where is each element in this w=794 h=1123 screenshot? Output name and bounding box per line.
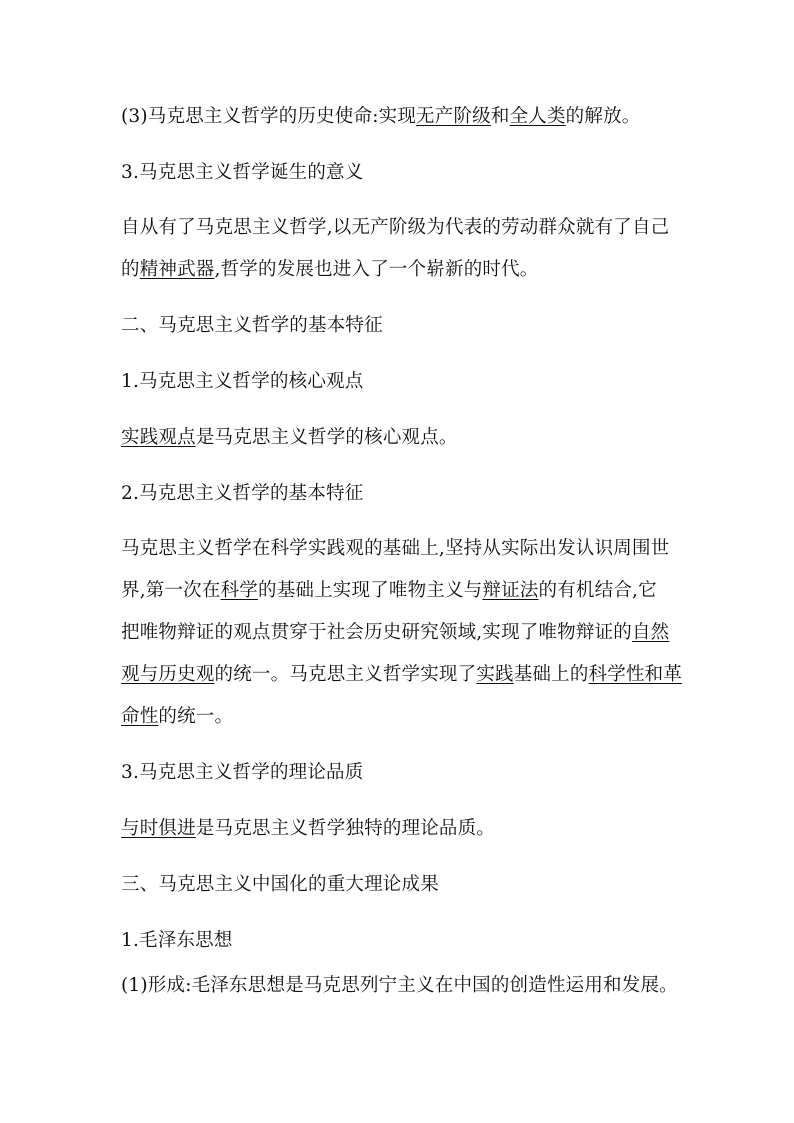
underlined-keyword: 科学性和革 (588, 664, 683, 685)
underlined-keyword: 无产阶级 (416, 106, 491, 127)
underlined-keyword: 全人类 (509, 106, 566, 127)
paragraph-features-line-5 (121, 704, 681, 730)
text-segment: 1.毛泽东思想 (121, 930, 233, 951)
paragraph-mao-formation (121, 973, 681, 999)
underlined-keyword: 命性 (121, 706, 159, 727)
heading-core-viewpoint (121, 369, 681, 395)
text-segment: (3)马克思主义哲学的历史使命:实现 (121, 106, 417, 127)
text-segment: ,哲学的发展也进入了一个崭新的时代。 (214, 259, 539, 280)
underlined-keyword: 精神武器 (139, 259, 215, 280)
paragraph-theoretical-quality (121, 816, 681, 842)
text-segment: 二、马克思主义哲学的基本特征 (121, 315, 383, 336)
underlined-keyword: 实践观点 (121, 427, 196, 448)
text-segment: 三、马克思主义中国化的重大理论成果 (121, 874, 439, 895)
paragraph-significance-line-1 (121, 215, 681, 241)
section-heading-theoretical-achievements (121, 872, 681, 898)
text-segment: 2.马克思主义哲学的基本特征 (121, 483, 364, 504)
text-segment: 和 (490, 106, 510, 127)
paragraph-features-line-2 (121, 578, 681, 604)
underlined-keyword: 与时俱进 (121, 818, 196, 839)
underlined-keyword: 自然 (631, 622, 670, 643)
paragraph-core-viewpoint (121, 425, 681, 451)
text-segment: 把唯物辩证的观点贯穿于社会历史研究领域,实现了唯物辩证的 (121, 622, 632, 643)
paragraph-features-line-4 (121, 662, 681, 688)
text-segment: 的解放。 (565, 106, 641, 127)
paragraph-significance-line-2 (121, 257, 681, 283)
text-segment: 的基础上实现了唯物主义与 (258, 580, 483, 601)
underlined-keyword: 科学 (220, 580, 258, 601)
section-heading-basic-features (121, 313, 681, 339)
text-segment: 的有机结合,它 (538, 580, 657, 601)
text-segment: 马克思主义哲学在科学实践观的基础上,坚持从实际出发认识周围世 (121, 538, 670, 559)
text-segment: 3.马克思主义哲学的理论品质 (121, 762, 364, 783)
heading-basic-features (121, 481, 681, 507)
text-segment: 自从有了马克思主义哲学,以无产阶级为代表的劳动群众就有了自己 (121, 217, 670, 238)
text-segment: 的统一。马克思主义哲学实现了 (214, 664, 477, 685)
text-segment: 基础上的 (513, 664, 589, 685)
paragraph-features-line-1 (121, 536, 681, 562)
text-segment: (1)形成:毛泽东思想是马克思列宁主义在中国的创造性运用和发展。 (121, 975, 678, 996)
underlined-keyword: 观与历史观 (121, 664, 215, 685)
text-segment: 的 (121, 259, 140, 280)
text-segment: 3.马克思主义哲学诞生的意义 (121, 162, 364, 183)
text-segment: 的统一。 (158, 706, 234, 727)
text-line-historical-mission (121, 104, 681, 130)
heading-theoretical-quality (121, 760, 681, 786)
underlined-keyword: 辩证法 (482, 580, 539, 601)
text-segment: 是马克思主义哲学的核心观点。 (195, 427, 458, 448)
paragraph-features-line-3 (121, 620, 681, 646)
text-segment: 1.马克思主义哲学的核心观点 (121, 371, 364, 392)
heading-significance (121, 160, 681, 186)
text-segment: 界,第一次在 (121, 580, 221, 601)
heading-mao-zedong-thought (121, 928, 681, 954)
text-segment: 是马克思主义哲学独特的理论品质。 (195, 818, 496, 839)
underlined-keyword: 实践 (476, 664, 514, 685)
